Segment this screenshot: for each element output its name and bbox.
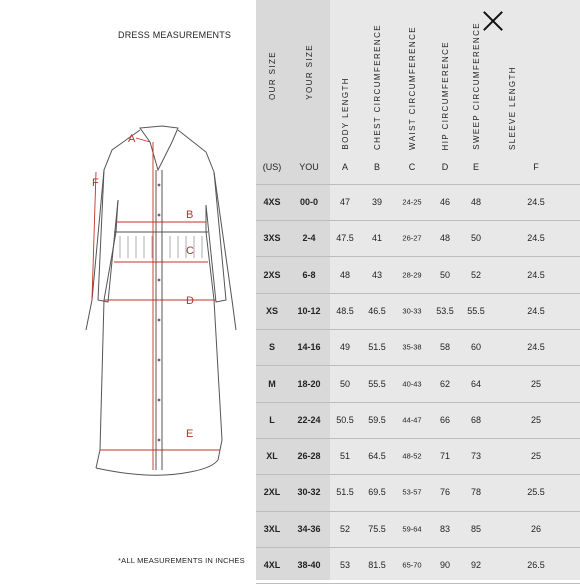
table-cell: 39 (371, 197, 383, 207)
table-cell: 18-20 (297, 378, 321, 389)
table-cell: 40-43 (402, 379, 422, 388)
table-cell: 75.5 (368, 523, 386, 534)
table-cell: 43 (371, 269, 383, 280)
table-cell: 24.5 (527, 269, 545, 280)
table-cell: 69.5 (368, 487, 386, 498)
table-cell: 3XL (263, 523, 281, 534)
table-cell: 48.5 (336, 305, 354, 316)
table-cell: 64 (470, 378, 482, 389)
table-cell: XL (266, 451, 278, 462)
table-cell: 47 (339, 197, 351, 207)
subheader-cell: (US) (262, 162, 282, 172)
table-cell: 49 (339, 342, 351, 353)
table-cell: L (269, 414, 275, 425)
label-c: C (186, 245, 194, 257)
table-cell: 14-16 (297, 342, 321, 353)
dress-illustration (0, 0, 256, 580)
subheader-cell: E (472, 162, 480, 172)
table-cell: 24-25 (402, 197, 422, 207)
table-cell: 73 (470, 451, 482, 462)
header-sweep: SWEEP CIRCUMFERENCE (471, 22, 481, 150)
label-e: E (186, 428, 194, 440)
subheader-cell: YOU (299, 162, 319, 172)
table-cell: 6-8 (302, 269, 316, 280)
table-cell: 46.5 (368, 305, 386, 316)
table-cell: 47.5 (336, 233, 354, 244)
close-icon[interactable] (482, 10, 504, 32)
table-cell: 25 (530, 451, 542, 462)
table-cell: 53.5 (436, 305, 454, 316)
header-our-size: OUR SIZE (267, 51, 277, 100)
table-cell: S (268, 342, 276, 353)
table-cell: 46 (439, 197, 451, 207)
row-divider (256, 474, 580, 475)
page-title: DRESS MEASUREMENTS (118, 30, 232, 40)
table-cell: 38-40 (297, 560, 321, 570)
table-cell: 48 (439, 233, 451, 244)
table-cell: 50 (470, 233, 482, 244)
table-cell: 24.5 (527, 197, 545, 207)
table-cell: 48 (470, 197, 482, 207)
table-cell: 26 (530, 523, 542, 534)
table-cell: M (268, 378, 276, 389)
table-cell: XS (265, 305, 279, 316)
size-chart-table (256, 0, 580, 580)
table-cell: 66 (439, 414, 451, 425)
row-divider (256, 256, 580, 257)
table-cell: 10-12 (297, 305, 321, 316)
row-divider (256, 220, 580, 221)
table-cell: 25.5 (527, 487, 545, 498)
table-cell: 30-33 (402, 306, 422, 316)
table-cell: 25 (530, 378, 542, 389)
header-your-size: YOUR SIZE (304, 44, 314, 100)
table-cell: 51.5 (368, 342, 386, 353)
subheader-cell: B (373, 162, 381, 172)
table-cell: 50 (439, 269, 451, 280)
table-cell: 51.5 (336, 487, 354, 498)
table-cell: 3XS (263, 233, 281, 244)
table-cell: 50 (339, 378, 351, 389)
header-divider (256, 184, 580, 185)
label-a: A (128, 133, 136, 145)
label-b: B (186, 209, 194, 221)
table-cell: 64.5 (368, 451, 386, 462)
table-cell: 50.5 (336, 414, 354, 425)
subheader-cell: D (441, 162, 449, 172)
table-cell: 81.5 (368, 560, 386, 570)
table-cell: 59-64 (402, 524, 422, 534)
row-divider (256, 438, 580, 439)
table-cell: 2XL (263, 487, 281, 498)
subheader-cell: C (408, 162, 416, 172)
table-cell: 34-36 (297, 523, 321, 534)
table-cell: 62 (439, 378, 451, 389)
table-cell: 55.5 (467, 305, 485, 316)
header-chest: CHEST CIRCUMFERENCE (372, 23, 382, 150)
row-divider (256, 293, 580, 294)
dress-diagram-panel (0, 0, 256, 580)
table-cell: 30-32 (297, 487, 321, 498)
table-cell: 44-47 (402, 415, 422, 425)
table-cell: 4XS (263, 197, 281, 207)
row-divider (256, 511, 580, 512)
label-f: F (92, 177, 99, 189)
row-divider (256, 547, 580, 548)
table-cell: 55.5 (368, 378, 386, 389)
row-divider (256, 365, 580, 366)
subheader-cell: A (341, 162, 349, 172)
table-cell: 85 (470, 523, 482, 534)
table-cell: 68 (470, 414, 482, 425)
table-cell: 78 (470, 487, 482, 498)
table-cell: 53-57 (402, 487, 422, 497)
table-cell: 65-70 (402, 560, 422, 570)
table-cell: 48-52 (402, 451, 422, 461)
table-cell: 52 (339, 523, 351, 534)
table-cell: 60 (470, 342, 482, 353)
header-hip: HIP CIRCUMFERENCE (440, 40, 450, 150)
table-cell: 35-38 (402, 342, 422, 352)
table-cell: 24.5 (527, 342, 545, 353)
table-cell: 26-27 (402, 233, 422, 243)
table-cell: 26-28 (297, 451, 321, 462)
table-cell: 22-24 (297, 414, 321, 425)
table-cell: 90 (439, 560, 451, 570)
table-cell: 92 (470, 560, 482, 570)
subheader-cell: F (533, 162, 539, 172)
table-cell: 2-4 (302, 233, 316, 244)
table-cell: 71 (439, 451, 451, 462)
table-cell: 51 (339, 451, 351, 462)
measurement-note: *ALL MEASUREMENTS IN INCHES (118, 556, 245, 565)
table-cell: 26.5 (527, 560, 545, 570)
table-cell: 83 (439, 523, 451, 534)
table-cell: 48 (339, 269, 351, 280)
table-cell: 59.5 (368, 414, 386, 425)
row-divider (256, 329, 580, 330)
row-divider (256, 402, 580, 403)
header-sleeve: SLEEVE LENGTH (507, 65, 517, 150)
table-cell: 25 (530, 414, 542, 425)
table-cell: 4XL (263, 560, 281, 570)
table-cell: 58 (439, 342, 451, 353)
table-cell: 28-29 (402, 270, 422, 280)
table-cell: 41 (371, 233, 383, 244)
table-cell: 52 (470, 269, 482, 280)
header-waist: WAIST CIRCUMFERENCE (407, 26, 417, 150)
table-cell: 2XS (263, 269, 281, 280)
table-cell: 00-0 (299, 197, 319, 207)
table-cell: 24.5 (527, 233, 545, 244)
header-body-length: BODY LENGTH (340, 77, 350, 150)
label-d: D (186, 295, 194, 307)
table-cell: 53 (339, 560, 351, 570)
table-cell: 24.5 (527, 305, 545, 316)
table-cell: 76 (439, 487, 451, 498)
